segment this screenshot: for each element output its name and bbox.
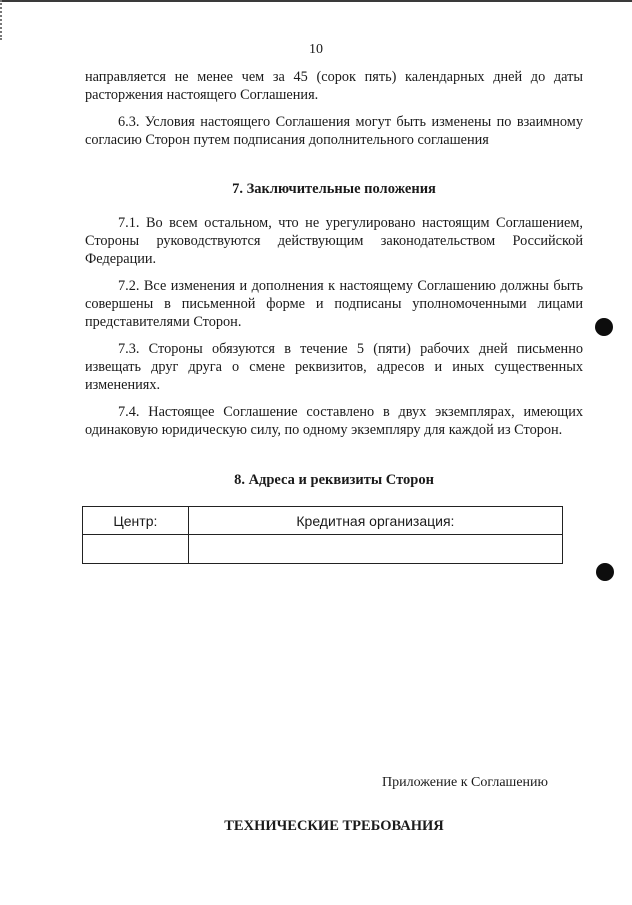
section-8-heading: 8. Адреса и реквизиты Сторон — [234, 472, 434, 488]
page-number: 10 — [309, 42, 323, 57]
paragraph-6-3: 6.3. Условия настоящего Соглашения могут быть изменены по взаимному согласию Сторон путем подписания дополнительного соглашения — [85, 114, 583, 148]
scan-left-edge-mark — [0, 0, 5, 40]
paragraph-7-3: 7.3. Стороны обязуются в течение 5 (пяти) рабочих дней письменно извещать друг друга о смене реквизитов, адресов и иных существенных изменениях. — [85, 341, 583, 393]
table-header-center: Центр: — [83, 507, 189, 535]
table-cell-credit-org-empty — [188, 535, 562, 564]
paragraph-7-4: 7.4. Настоящее Соглашение составлено в двух экземплярах, имеющих одинаковую юридическую силу, по одному экземпляру для каждой из Сторон. — [85, 404, 583, 438]
paragraph-continuation: направляется не менее чем за 45 (сорок пять) календарных дней до даты расторжения настоящего Соглашения. — [85, 69, 583, 103]
paragraph-7-2: 7.2. Все изменения и дополнения к настоящему Соглашению должны быть совершены в письменной форме и подписаны уполномоченными лицами представителями Сторон. — [85, 278, 583, 330]
table-header-row — [83, 507, 563, 535]
tech-requirements-heading: ТЕХНИЧЕСКИЕ ТРЕБОВАНИЯ — [224, 818, 444, 834]
table-row-empty — [83, 535, 563, 564]
binder-hole-bottom — [596, 563, 614, 581]
paragraph-7-1: 7.1. Во всем остальном, что не урегулировано настоящим Соглашением, Стороны руководствуются действующим законодательством Российской Федерации. — [85, 215, 583, 267]
table-cell-center-empty — [83, 535, 189, 564]
table-header-credit-org: Кредитная организация: — [188, 507, 562, 535]
section-7-heading: 7. Заключительные положения — [232, 181, 436, 197]
appendix-label: Приложение к Соглашению — [382, 775, 548, 790]
requisites-table — [82, 506, 563, 564]
scan-top-edge — [0, 0, 632, 2]
binder-hole-top — [595, 318, 613, 336]
